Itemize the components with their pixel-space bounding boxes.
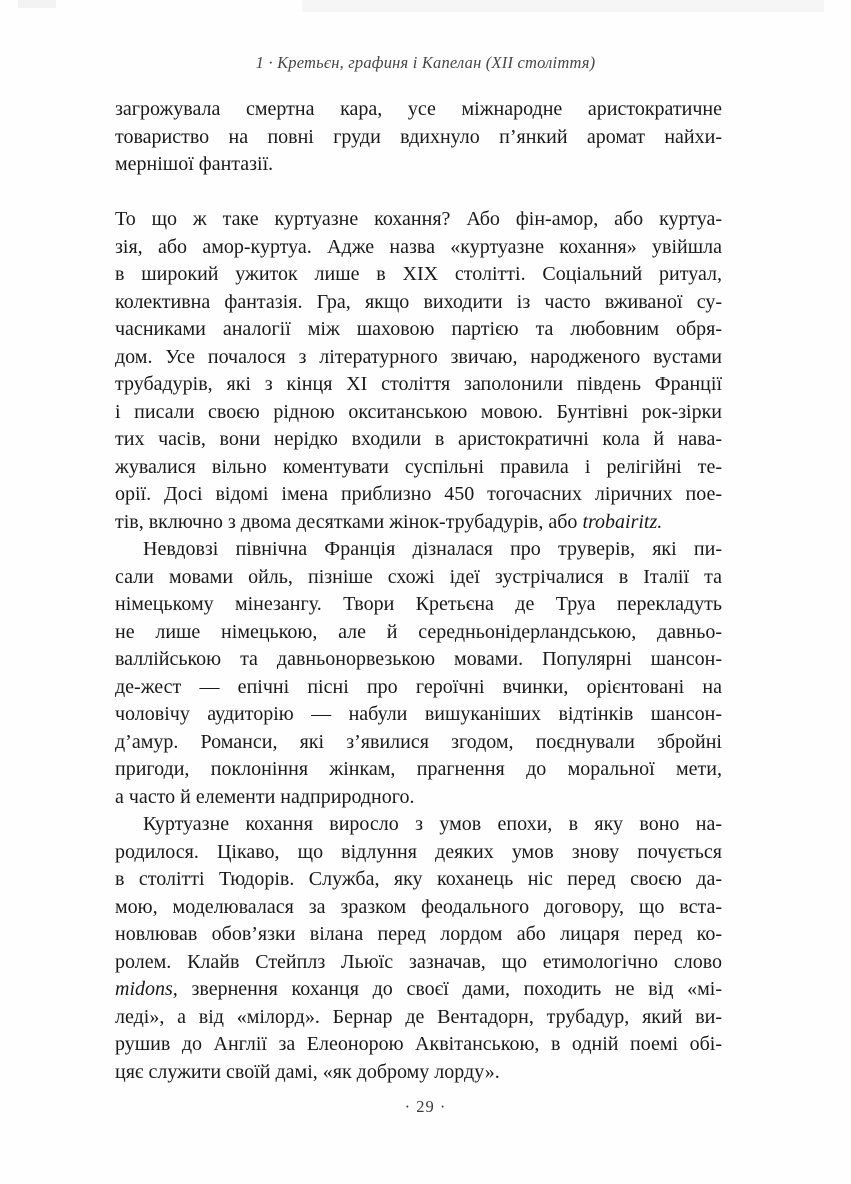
plain-text: колективна фантазія. Гра, якщо виходити із часто вживаної су-: [115, 290, 722, 313]
text-line: [115, 1031, 722, 1059]
text-line: [115, 509, 722, 537]
text-line: [115, 701, 722, 729]
scan-artifact-top-left: [18, 0, 56, 8]
plain-text: То що ж таке куртуазне кохання? Або фін-амор, або куртуа-: [115, 208, 722, 230]
text-line: [115, 811, 722, 839]
plain-text: Невдовзі північна Франція дізналася про труверів, які пи-: [143, 538, 722, 560]
text-line: [115, 151, 722, 179]
plain-text: пригоди, поклоніння жінкам, прагнення до моральної мети,: [115, 758, 722, 780]
plain-text: товариство на повні груди вдихнуло п’янкий аромат найхи-: [115, 125, 722, 148]
text-line: [115, 674, 722, 702]
text-line: [115, 536, 722, 564]
text-line: [115, 206, 722, 234]
plain-text: жувалися вільно коментувати суспільні правила і релігійні те-: [115, 455, 722, 478]
text-line: [115, 481, 722, 509]
plain-text: часниками аналогії між шаховою партією та любовним обря-: [115, 318, 722, 340]
text-line: [115, 261, 722, 289]
text-line: [115, 564, 722, 592]
text-line: [115, 426, 722, 454]
paragraph: [115, 206, 722, 536]
plain-text: Куртуазне кохання виросло з умов епохи, в яку воно на-: [143, 813, 722, 835]
plain-text: трубадурів, які з кінця XI століття заполонили південь Франції: [115, 373, 722, 395]
text-line: [115, 344, 722, 372]
text-line: [115, 399, 722, 427]
text-line: [115, 976, 722, 1004]
text-line: [115, 729, 722, 757]
text-line: [115, 756, 722, 784]
italic-text: trobairitz.: [582, 510, 663, 533]
plain-text: новлював обов’язки вілана перед лордом або лицаря перед ко-: [115, 923, 722, 945]
plain-text: чоловічу аудиторію — набули вишуканіших відтінків шансон-: [115, 703, 722, 725]
text-line: [115, 96, 722, 124]
plain-text: тих часів, вони нерідко входили в аристократичні кола й нава-: [115, 428, 722, 450]
text-line: [115, 591, 722, 619]
text-line: [115, 894, 722, 922]
paragraph: [115, 536, 722, 811]
plain-text: а часто й елементи надприродного.: [115, 785, 415, 808]
plain-text: звернення коханця до своєї дами, походить не від «мі-: [177, 978, 722, 1000]
text-line: [115, 619, 722, 647]
plain-text: цяє служити своїй дамі, «як доброму лорду».: [115, 1060, 500, 1083]
plain-text: валлійською та давньонорвезькою мовами. Популярні шансон-: [115, 648, 722, 670]
plain-text: в столітті Тюдорів. Служба, яку коханець ніс перед своєю да-: [115, 868, 722, 890]
plain-text: не лише німецькою, але й середньонідерландською, давньо-: [115, 620, 722, 643]
plain-text: тів, включно з двома десятками жінок-трубадурів, або: [115, 510, 583, 533]
plain-text: в широкий ужиток лише в XIX столітті. Соціальний ритуал,: [115, 263, 722, 285]
plain-text: загрожувала смертна кара, усе міжнародне аристократичне: [115, 98, 722, 120]
text-line: [115, 784, 722, 812]
plain-text: родилося. Цікаво, що відлуння деяких умов знову почується: [115, 840, 722, 863]
text-line: [115, 234, 722, 262]
text-line: [115, 1004, 722, 1032]
plain-text: мою, моделювалася за зразком феодального договору, що вста-: [115, 895, 722, 918]
text-line: [115, 1059, 722, 1087]
text-line: [115, 646, 722, 674]
plain-text: ролем. Клайв Стейплз Льюїс зазначав, що етимологічно слово: [115, 950, 722, 973]
plain-text: дом. Усе почалося з літературного звичаю, народженого вустами: [115, 345, 722, 368]
scan-artifact-top: [302, 0, 824, 12]
text-line: [115, 839, 722, 867]
italic-text: midons,: [115, 978, 178, 1000]
text-line: [115, 316, 722, 344]
text-line: [115, 866, 722, 894]
page-number: · 29 ·: [404, 1097, 447, 1116]
plain-text: д’амур. Романси, які з’явилися згодом, поєднували збройні: [115, 730, 722, 753]
plain-text: леді», а від «мілорд». Бернар де Вентадорн, трубадур, який ви-: [115, 1005, 722, 1028]
text-line: [115, 371, 722, 399]
body-text: [115, 96, 722, 1086]
chapter-running-header: 1 · Кретьєн, графиня і Капелан (XII століття): [255, 53, 596, 72]
text-line: [115, 949, 722, 977]
paragraph: [115, 96, 722, 179]
paragraph: [115, 811, 722, 1086]
plain-text: де-жест — епічні пісні про героїчні вчинки, орієнтовані на: [115, 675, 722, 698]
plain-text: мернішої фантазії.: [115, 153, 274, 175]
text-line: [115, 454, 722, 482]
plain-text: зія, або амор-куртуа. Адже назва «куртуазне кохання» увійшла: [115, 235, 722, 258]
plain-text: сали мовами ойль, пізніше схожі ідеї зустрічалися в Італії та: [115, 565, 722, 588]
plain-text: орії. Досі відомі імена приблизно 450 тогочасних ліричних пое-: [115, 483, 722, 505]
text-line: [115, 921, 722, 949]
plain-text: і писали своєю рідною окситанською мовою. Бунтівні рок-зірки: [115, 400, 722, 423]
plain-text: німецькому мінезангу. Твори Кретьєна де Труа перекладуть: [115, 593, 722, 615]
plain-text: рушив до Англії за Елеонорою Аквітанською, в одній поемі обі-: [115, 1033, 722, 1055]
text-line: [115, 289, 722, 317]
text-line: [115, 124, 722, 152]
